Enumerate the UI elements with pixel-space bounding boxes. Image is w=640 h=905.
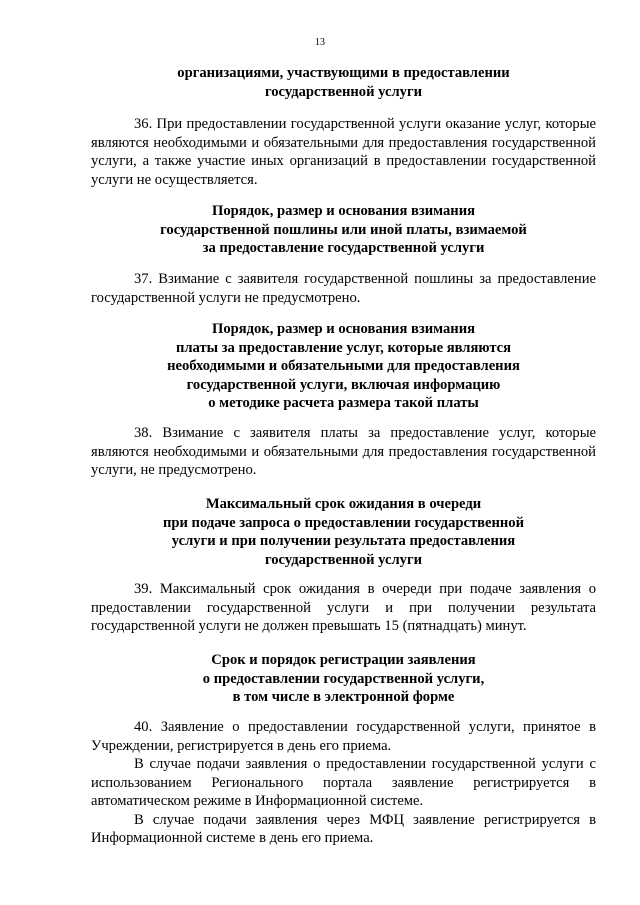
heading-line: Порядок, размер и основания взимания <box>211 203 475 219</box>
heading-line: услуги и при получении результата предоставления <box>171 533 516 549</box>
paragraph-40: 40. Заявление о предоставлении государственной услуги, принятое в Учреждении, регистрируется в день его приема. <box>91 719 596 754</box>
section-heading-state-fee <box>91 202 596 258</box>
section-body-38 <box>91 424 596 480</box>
section-body-40 <box>91 718 596 848</box>
section-heading-services-organizations <box>91 64 596 101</box>
heading-line: государственной услуги, включая информацию <box>186 376 501 393</box>
heading-line: Срок и порядок регистрации заявления <box>211 652 476 668</box>
heading-line: при подаче запроса о предоставлении государственной <box>162 514 525 531</box>
paragraph-39: 39. Максимальный срок ожидания в очереди при подаче заявления о предоставлении государственной услуги и при получении результата государственной услуги не должен превышать 15 (пятнадцать) минут. <box>91 581 596 634</box>
heading-line: о методике расчета размера такой платы <box>208 395 479 411</box>
paragraph-37: 37. Взимание с заявителя государственной пошлины за предоставление государственной услуги не предусмотрено. <box>91 271 596 306</box>
heading-line: организациями, участвующими в предоставлении <box>177 65 510 81</box>
paragraph-regional-portal: В случае подачи заявления о предоставлении государственной услуги с использованием Регионального портала заявление регистрируется в автоматическом режиме в Информационной системе. <box>91 756 596 809</box>
section-body-36 <box>91 115 596 189</box>
heading-line: за предоставление государственной услуги <box>202 240 485 256</box>
paragraph-38: 38. Взимание с заявителя платы за предоставление услуг, которые являются необходимыми и обязательными для предоставления государственной услуги, не предусмотрено. <box>91 425 596 478</box>
heading-line: платы за предоставление услуг, которые являются <box>175 339 512 356</box>
heading-line: необходимыми и обязательными для предоставления <box>167 358 520 374</box>
heading-line: государственной услуги <box>264 551 423 568</box>
section-heading-application-registration <box>91 651 596 707</box>
heading-line: государственной услуги <box>264 83 423 100</box>
heading-line: в том числе в электронной форме <box>232 689 455 705</box>
page-number: 13 <box>315 37 325 48</box>
section-heading-queue-waiting-time <box>91 495 596 569</box>
heading-line: Максимальный срок ожидания в очереди <box>205 496 482 512</box>
section-body-39 <box>91 580 596 636</box>
section-body-37 <box>91 270 596 307</box>
heading-line: о предоставлении государственной услуги, <box>202 670 485 687</box>
heading-line: Порядок, размер и основания взимания <box>211 321 475 337</box>
heading-line: государственной пошлины или иной платы, взимаемой <box>160 221 527 238</box>
paragraph-36: 36. При предоставлении государственной услуги оказание услуг, которые являются необходимыми и обязательными для предоставления государственной услуги, а также участие иных организаций в предоставлении государственной услуги не осуществляется. <box>91 116 596 188</box>
paragraph-mfc: В случае подачи заявления через МФЦ заявление регистрируется в Информационной системе в день его приема. <box>91 811 596 846</box>
section-heading-payment-for-services <box>91 320 596 413</box>
